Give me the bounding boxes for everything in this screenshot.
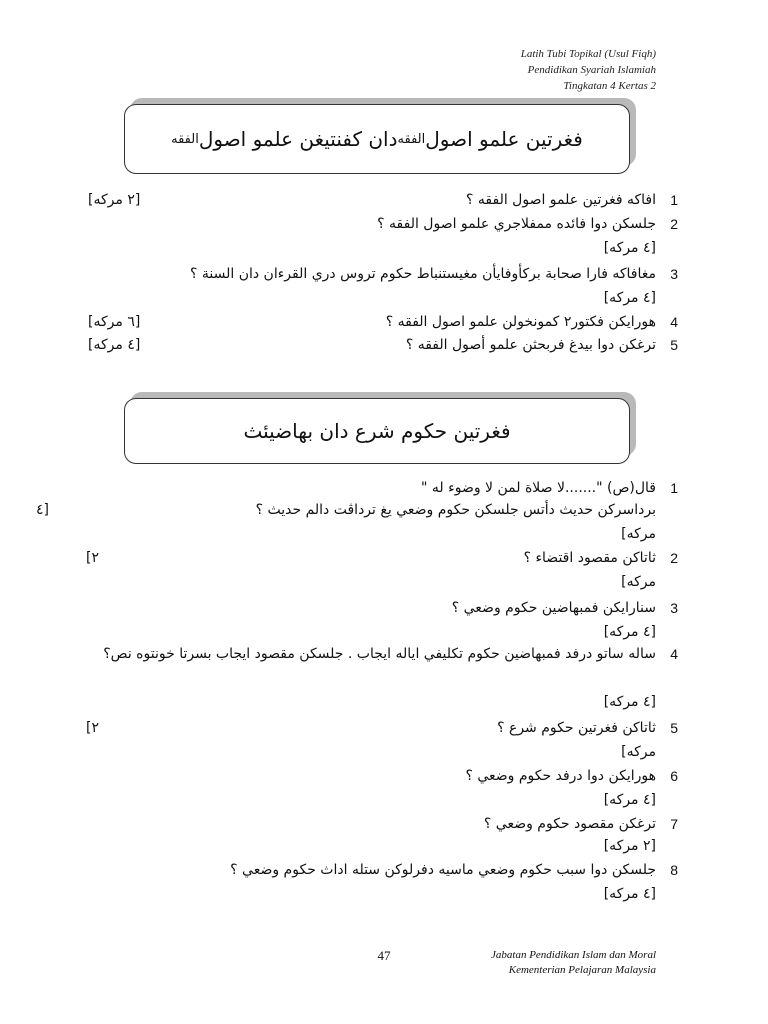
s2-q1-marks-bottom: مركه] (621, 526, 656, 542)
s2-question-1: 1 قال(ص) ".......لا صلاة لمن لا وضوء له " (421, 480, 678, 496)
section-1-title: فغرتين علمو اصول الفقه دان كفنتيغن علمو اصول الفقه (124, 104, 630, 174)
section-1-title-box (124, 104, 630, 172)
header-line-2: Pendidikan Syariah Islamiah (527, 64, 656, 76)
document-header (521, 46, 656, 94)
s1-question-4: 4 هورايكن فكتور٢ كمونخولن علمو اصول الفقه ؟ [٦ مركه] (88, 314, 678, 330)
s2-question-2: 2 ثاتاكن مقصود اقتضاء ؟ ٢] (86, 550, 678, 566)
s1-q2-marks-line: [٤ مركه] (603, 240, 656, 256)
header-line-1: Latih Tubi Topikal (Usul Fiqh) (520, 48, 656, 60)
s1-question-5: 5 ترغكن دوا بيدغ فربحثن علمو أصول الفقه ؟ [٤ مركه] (88, 337, 678, 353)
page-number: 47 (377, 948, 391, 963)
s2-question-3: 3 سنارايكن فمبهاضين حكوم وضعي ؟ (451, 600, 678, 616)
s1-question-3: 3 مغافاكه فارا صحابة بركأوفايأن مغيستنباط حكوم تروس دري القرءان دان السنة ؟ (189, 266, 678, 282)
s1-q1-marks: [٢ مركه] (88, 192, 141, 208)
s2-question-8: 8 جلسكن دوا سبب حكوم وضعي ماسيه دفرلوكن ستله اداث حكوم وضعي ؟ (230, 862, 678, 878)
section-2-title: فغرتين حكوم شرع دان بهاضيئث (124, 398, 630, 464)
s2-question-6: 6 هورايكن دوا درفد حكوم وضعي ؟ (465, 768, 678, 784)
s2-question-7: 7 ترغكن مقصود حكوم وضعي ؟ (483, 816, 678, 832)
s2-question-4: 4 ساله ساتو درفد فمبهاضين حكوم تكليفي اياله ايجاب . جلسكن مقصود ايجاب بسرتا خونتوه نص؟ (103, 646, 678, 662)
s1-question-1: 1 افاكه فغرتين علمو اصول الفقه ؟ [٢ مركه] (96, 188, 656, 212)
footer-department: Jabatan Pendidikan Islam dan Moral Kementerian Pelajaran Malaysia (491, 949, 656, 976)
s1-question-2: 2 جلسكن دوا فائده ممفلاجري علمو اصول الفقه ؟ (377, 216, 678, 232)
s2-question-1-sub: برداسركن حديث دأتس جلسكن حكوم وضعي يغ ترداڤت دالم حديث ؟ (255, 502, 656, 518)
s1-q3-marks-line: [٤ مركه] (603, 290, 656, 306)
header-line-3: Tingkatan 4 Kertas 2 (563, 80, 656, 92)
s2-question-5: 5 ثاتاكن فغرتين حكوم شرع ؟ ٢] (86, 720, 678, 736)
section-2-title-box (124, 398, 630, 462)
